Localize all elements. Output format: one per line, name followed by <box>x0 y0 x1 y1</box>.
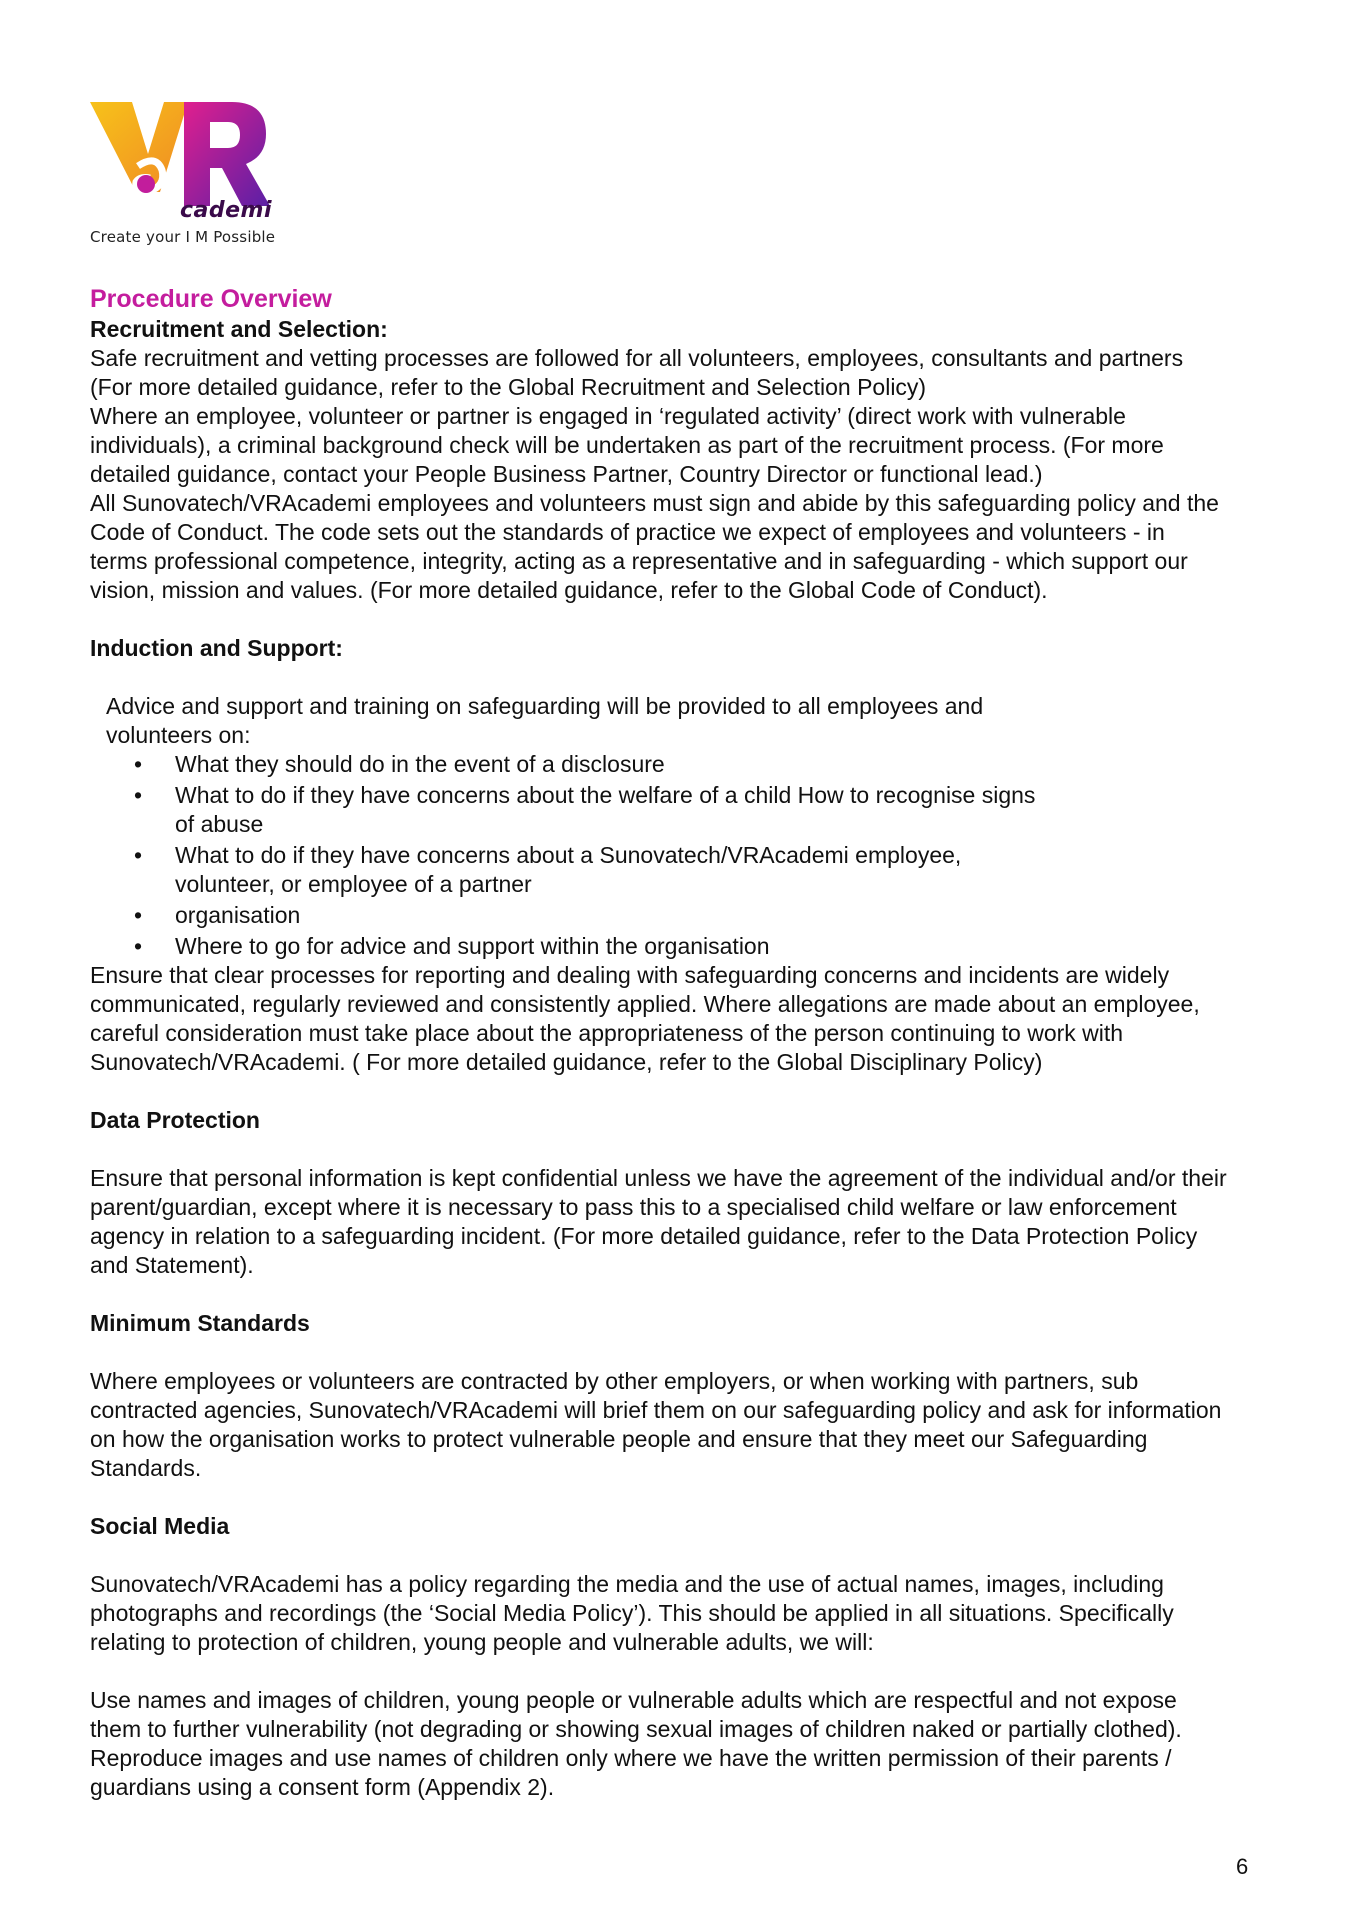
list-item-text: What to do if they have concerns about the welfare of a child How to recognise signs <box>175 782 1036 808</box>
paragraph-line: vision, mission and values. (For more detailed guidance, refer to the Global Code of Conduct). <box>90 577 1048 603</box>
paragraph-line: contracted agencies, Sunovatech/VRAcademi will brief them on our safeguarding policy and ask for information <box>90 1397 1222 1423</box>
section-heading-social-media: Social Media <box>90 1513 230 1539</box>
paragraph-line: (For more detailed guidance, refer to the Global Recruitment and Selection Policy) <box>90 374 927 400</box>
paragraph-line: communicated, regularly reviewed and consistently applied. Where allegations are made about an employee, <box>90 991 1200 1017</box>
paragraph-line: Code of Conduct. The code sets out the standards of practice we expect of employees and volunteers - in <box>90 519 1165 545</box>
bullet-icon: • <box>134 751 143 777</box>
paragraph-line: Use names and images of children, young people or vulnerable adults which are respectful and not expose <box>90 1687 1177 1713</box>
paragraph-line: guardians using a consent form (Appendix 2). <box>90 1774 555 1800</box>
paragraph-line: volunteers on: <box>106 722 251 748</box>
paragraph-line: Safe recruitment and vetting processes are followed for all volunteers, employees, consultants and partners <box>90 345 1184 371</box>
paragraph-line: Ensure that personal information is kept confidential unless we have the agreement of the individual and/or their <box>90 1165 1227 1191</box>
paragraph-line: Sunovatech/VRAcademi has a policy regarding the media and the use of actual names, images, including <box>90 1571 1164 1597</box>
list-item <box>90 781 1280 839</box>
list-item-text: volunteer, or employee of a partner <box>175 871 532 897</box>
paragraph-line: Ensure that clear processes for reporting and dealing with safeguarding concerns and incidents are widely <box>90 962 1170 988</box>
list-item <box>90 750 1280 779</box>
list-item-text: of abuse <box>175 811 264 837</box>
paragraph-line: All Sunovatech/VRAcademi employees and volunteers must sign and abide by this safeguarding policy and the <box>90 490 1219 516</box>
page-number: 6 <box>1236 1854 1249 1879</box>
paragraph-line: them to further vulnerability (not degrading or showing sexual images of children naked or partially clothed). <box>90 1716 1182 1742</box>
bullet-icon: • <box>134 842 143 868</box>
paragraph-line: Standards. <box>90 1455 202 1481</box>
section-heading-minimum-standards: Minimum Standards <box>90 1310 310 1336</box>
list-item <box>90 932 1280 961</box>
section-heading-induction: Induction and Support: <box>90 635 343 661</box>
paragraph-line: on how the organisation works to protect vulnerable people and ensure that they meet our Safeguarding <box>90 1426 1148 1452</box>
paragraph-line: agency in relation to a safeguarding incident. (For more detailed guidance, refer to the Data Protection Policy <box>90 1223 1198 1249</box>
page-title: Procedure Overview <box>90 285 332 313</box>
bullet-icon: • <box>134 902 143 928</box>
list-item-text: Where to go for advice and support within the organisation <box>175 933 770 959</box>
paragraph-line: terms professional competence, integrity, acting as a representative and in safeguarding - which support our <box>90 548 1188 574</box>
paragraph-line: Advice and support and training on safeguarding will be provided to all employees and <box>106 693 984 719</box>
paragraph-line: parent/guardian, except where it is necessary to pass this to a specialised child welfare or law enforcement <box>90 1194 1177 1220</box>
paragraph-line: photographs and recordings (the ‘Social Media Policy’). This should be applied in all situations. Specifically <box>90 1600 1174 1626</box>
paragraph-line: Sunovatech/VRAcademi. ( For more detailed guidance, refer to the Global Disciplinary Policy) <box>90 1049 1043 1075</box>
section-heading-data-protection: Data Protection <box>90 1107 260 1133</box>
section-heading-recruitment: Recruitment and Selection: <box>90 316 388 342</box>
list-item-text: What they should do in the event of a disclosure <box>175 751 665 777</box>
logo-tagline: Create your I M Possible <box>90 228 276 246</box>
bullet-list <box>90 750 1280 961</box>
list-item-text: What to do if they have concerns about a Sunovatech/VRAcademi employee, <box>175 842 962 868</box>
logo-wordmark: cademi <box>180 198 273 223</box>
bullet-icon: • <box>134 782 143 808</box>
paragraph-line: detailed guidance, contact your People Business Partner, Country Director or functional lead.) <box>90 461 1043 487</box>
list-item <box>90 841 1280 899</box>
paragraph-line: Where employees or volunteers are contracted by other employers, or when working with partners, sub <box>90 1368 1139 1394</box>
paragraph-line: careful consideration must take place about the appropriateness of the person continuing to work with <box>90 1020 1124 1046</box>
paragraph-line: individuals), a criminal background check will be undertaken as part of the recruitment process. (For more <box>90 432 1164 458</box>
paragraph-line: and Statement). <box>90 1252 254 1278</box>
paragraph-line: Where an employee, volunteer or partner is engaged in ‘regulated activity’ (direct work with vulnerable <box>90 403 1126 429</box>
document-body <box>90 283 1280 1802</box>
paragraph-line: Reproduce images and use names of children only where we have the written permission of their parents / <box>90 1745 1172 1771</box>
list-item <box>90 901 1280 930</box>
paragraph-line: relating to protection of children, young people and vulnerable adults, we will: <box>90 1629 874 1655</box>
bullet-icon: • <box>134 933 143 959</box>
list-item-text: organisation <box>175 902 301 928</box>
